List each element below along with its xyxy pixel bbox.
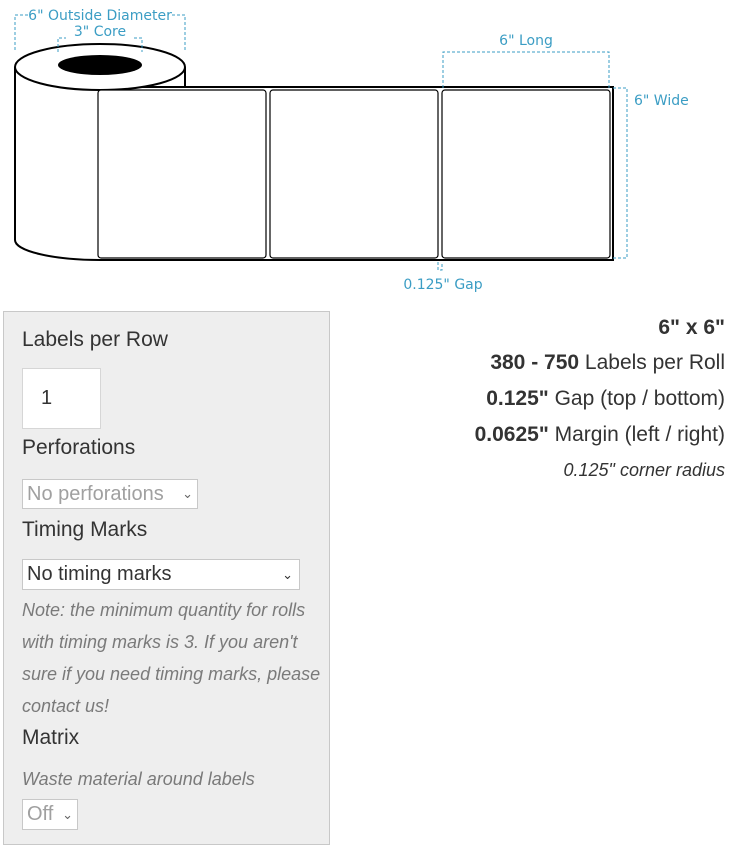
perforations-label: Perforations — [22, 436, 136, 459]
perforations-select[interactable] — [22, 479, 198, 509]
labels-per-row-label: Labels per Row — [22, 328, 168, 351]
chevron-down-icon: ⌄ — [62, 807, 73, 822]
spec-size: 6" x 6" — [658, 316, 725, 339]
spec-margin — [475, 417, 725, 453]
spec-gap-suffix: Gap (top / bottom) — [548, 387, 725, 410]
timing-marks-select[interactable] — [22, 559, 300, 590]
spec-gap — [475, 381, 725, 417]
matrix-value: Off — [27, 803, 54, 825]
matrix-select[interactable] — [22, 799, 78, 830]
label-1 — [98, 90, 266, 258]
spec-corner-radius: 0.125" corner radius — [563, 460, 725, 480]
label-roll-diagram — [0, 0, 735, 300]
core-dim: 3" Core — [73, 24, 127, 40]
perforations-value: No perforations — [27, 483, 164, 505]
matrix-note: Waste material around labels — [22, 769, 255, 789]
matrix-label: Matrix — [22, 726, 80, 749]
spec-labels-suffix: Labels per Roll — [579, 351, 725, 374]
roll-core — [58, 55, 142, 75]
spec-margin-suffix: Margin (left / right) — [548, 423, 725, 446]
outside-diameter-dim: 6" Outside Diameter — [28, 8, 172, 24]
label-2 — [270, 90, 438, 258]
gap-dim: 0.125" Gap — [403, 277, 483, 293]
spec-labels-range: 380 - 750 — [490, 351, 580, 374]
timing-marks-value: No timing marks — [27, 563, 172, 585]
options-panel — [3, 311, 330, 845]
spec-labels-per-roll — [475, 345, 725, 381]
label-3 — [442, 90, 610, 258]
labels-per-row-input[interactable]: 1 — [22, 368, 101, 429]
timing-marks-label: Timing Marks — [22, 518, 148, 541]
width-dim: 6" Wide — [634, 93, 689, 109]
chevron-down-icon: ⌄ — [182, 486, 193, 501]
timing-marks-note: Note: the minimum quantity for rolls with timing marks is 3. If you aren't sure if you need timing marks, please contact us! — [22, 600, 321, 716]
chevron-down-icon: ⌄ — [282, 567, 293, 582]
spec-margin-value: 0.0625" — [474, 423, 549, 446]
label-specs — [475, 311, 725, 487]
length-dim: 6" Long — [499, 33, 553, 49]
spec-gap-value: 0.125" — [486, 387, 549, 410]
